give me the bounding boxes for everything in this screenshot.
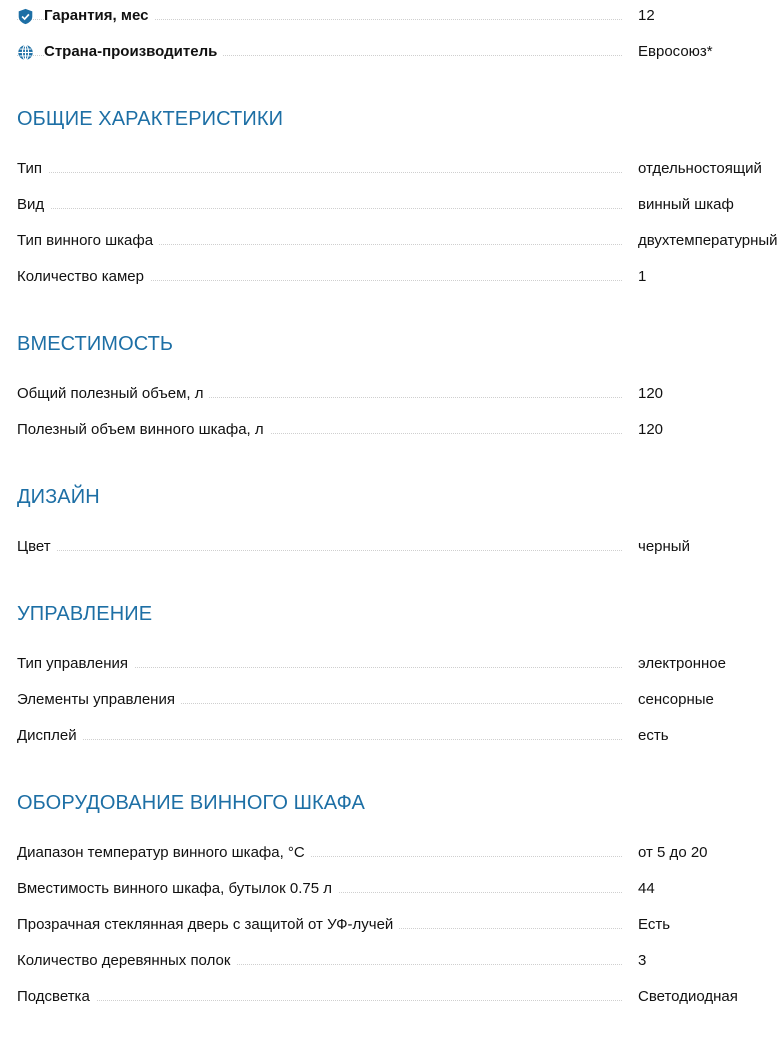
spec-value: 12 <box>638 7 655 24</box>
spec-row <box>17 194 782 216</box>
spec-value: черный <box>638 538 690 555</box>
dotted-leader <box>17 172 622 173</box>
spec-label: Подсветка <box>17 986 96 1008</box>
spec-label: Полезный объем винного шкафа, л <box>17 419 270 441</box>
spec-label: Гарантия, мес <box>44 5 154 27</box>
spec-row <box>17 653 782 675</box>
spec-label: Тип управления <box>17 653 134 675</box>
spec-value: отдельностоящий <box>638 160 762 177</box>
spec-label: Тип винного шкафа <box>17 230 159 252</box>
spec-value: от 5 до 20 <box>638 844 708 861</box>
globe-icon <box>17 44 34 61</box>
spec-row <box>17 878 782 900</box>
spec-label: Диапазон температур винного шкафа, °С <box>17 842 311 864</box>
section-title-general: ОБЩИЕ ХАРАКТЕРИСТИКИ <box>17 108 284 130</box>
spec-row <box>17 725 782 747</box>
spec-row <box>17 689 782 711</box>
spec-row-country <box>17 41 782 63</box>
section-title-equipment: ОБОРУДОВАНИЕ ВИННОГО ШКАФА <box>17 792 365 814</box>
spec-value: винный шкаф <box>638 196 734 213</box>
section-title-design: ДИЗАЙН <box>17 486 100 508</box>
spec-label: Общий полезный объем, л <box>17 383 209 405</box>
spec-value: 120 <box>638 421 664 438</box>
spec-row <box>17 536 782 558</box>
spec-row <box>17 230 782 252</box>
spec-value: 3 <box>638 952 647 969</box>
spec-label: Цвет <box>17 536 57 558</box>
dotted-leader <box>17 739 622 740</box>
dotted-leader <box>17 208 622 209</box>
spec-value: Есть <box>638 916 671 933</box>
spec-value: 1 <box>638 268 647 285</box>
spec-row <box>17 986 782 1008</box>
spec-row-warranty <box>17 5 782 27</box>
spec-row <box>17 842 782 864</box>
spec-label: Элементы управления <box>17 689 181 711</box>
shield-check-icon <box>17 8 34 25</box>
spec-label: Количество деревянных полок <box>17 950 236 972</box>
spec-row <box>17 950 782 972</box>
dotted-leader <box>17 1000 622 1001</box>
spec-label: Страна-производитель <box>44 41 223 63</box>
spec-value: двухтемпературный <box>638 232 778 249</box>
spec-label: Прозрачная стеклянная дверь с защитой от УФ-лучей <box>17 914 399 936</box>
spec-value: электронное <box>638 655 726 672</box>
spec-label: Количество камер <box>17 266 150 288</box>
spec-label: Дисплей <box>17 725 83 747</box>
spec-label: Вместимость винного шкафа, бутылок 0.75 л <box>17 878 338 900</box>
dotted-leader <box>17 550 622 551</box>
spec-label: Тип <box>17 158 48 180</box>
spec-value: Светодиодная <box>638 988 738 1005</box>
spec-value: Евросоюз* <box>638 43 713 60</box>
spec-label: Вид <box>17 194 50 216</box>
spec-value: 120 <box>638 385 664 402</box>
spec-row <box>17 914 782 936</box>
spec-row <box>17 266 782 288</box>
section-title-controls: УПРАВЛЕНИЕ <box>17 603 153 625</box>
spec-row <box>17 383 782 405</box>
spec-value: 44 <box>638 880 655 897</box>
spec-row <box>17 158 782 180</box>
spec-value: сенсорные <box>638 691 714 708</box>
spec-row <box>17 419 782 441</box>
section-title-capacity: ВМЕСТИМОСТЬ <box>17 333 174 355</box>
spec-value: есть <box>638 727 669 744</box>
